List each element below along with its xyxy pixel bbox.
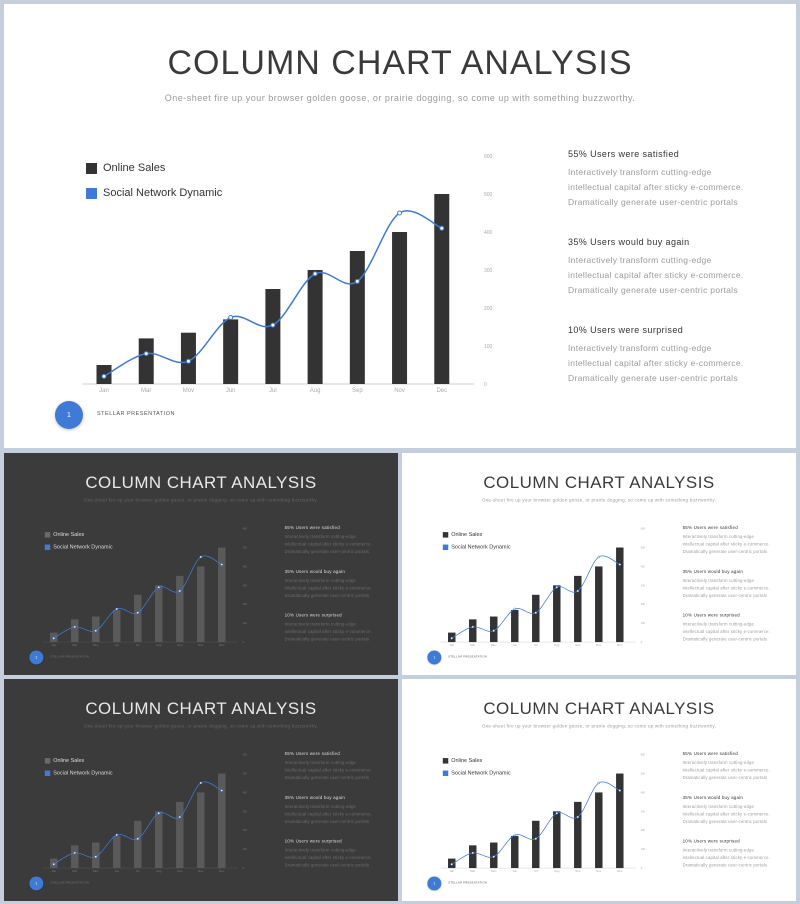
slide-title: COLUMN CHART ANALYSIS [483, 698, 715, 718]
line-point-aug [158, 586, 160, 588]
y-tick-label: 0 [640, 641, 643, 645]
note-line: intellectual capital after sticky e-commerce. [568, 182, 744, 192]
note-line: Interactively transform cutting-edge [284, 577, 357, 583]
note-line: Dramatically generate user-centric portals [284, 818, 370, 824]
note-line: Dramatically generate user-centric portals [284, 549, 370, 554]
legend-label: Social Network Dynamic [53, 770, 113, 777]
slide-content [402, 453, 796, 674]
note-line: Interactively transform cutting-edge [682, 847, 755, 853]
note-line: Dramatically generate user-centric portals [284, 592, 370, 598]
note-line: intellectual capital after sticky e-commerce. [284, 629, 372, 635]
note-title: 55% Users were satisfied [682, 751, 738, 757]
footer-text: STELLAR PRESENTATION [50, 881, 90, 885]
line-point-mar [472, 626, 474, 628]
x-tick-label: Nov [198, 643, 204, 648]
note-title: 10% Users were surprised [682, 838, 740, 844]
y-tick-label: 200 [484, 306, 493, 312]
x-tick-label: Mar [470, 869, 476, 874]
note-satisfied [683, 525, 787, 555]
slide-subtitle: One-sheet fire up your browser golden goose, or prairie dogging, so come up with something buzzworthy. [481, 723, 717, 729]
x-tick-label: Jan [51, 869, 57, 874]
legend-label: Online Sales [53, 531, 85, 538]
note-line: Dramatically generate user-centric portals [682, 818, 768, 824]
line-point-dec [221, 790, 223, 792]
x-tick-label: Jun [512, 869, 518, 874]
note-title: 35% Users would buy again [682, 568, 744, 574]
legend-label: Online Sales [451, 757, 483, 764]
y-tick-label: 200 [640, 829, 645, 833]
legend-label: Online Sales [53, 757, 85, 764]
note-line: Interactively transform cutting-edge [682, 534, 755, 540]
bar-sep [176, 802, 183, 868]
note-title: 10% Users were surprised [284, 612, 342, 618]
note-line: Interactively transform cutting-edge [284, 534, 357, 540]
x-tick-label: Sep [177, 643, 183, 648]
x-tick-label: Aug [156, 643, 162, 648]
slide-thumbnail-dark-1[interactable] [4, 453, 398, 675]
line-point-sep [355, 279, 359, 283]
bar-aug [155, 811, 162, 868]
note-title: 10% Users were surprised [284, 838, 342, 844]
x-tick-label: Jan [449, 869, 455, 874]
note-line: Interactively transform cutting-edge [682, 803, 755, 809]
column-chart [39, 523, 253, 648]
note-surprised [285, 839, 389, 869]
note-line: Interactively transform cutting-edge [284, 803, 357, 809]
bar-nov [197, 792, 204, 868]
note-line: Interactively transform cutting-edge [682, 760, 755, 766]
y-tick-label: 400 [640, 791, 645, 795]
slide-subtitle: One-sheet fire up your browser golden goose, or prairie dogging, so come up with something buzzworthy. [83, 723, 319, 729]
note-line: Interactively transform cutting-edge [682, 621, 755, 627]
slide-content [4, 679, 398, 900]
legend-label: Social Network Dynamic [103, 187, 223, 199]
bar-aug [308, 270, 323, 384]
note-line: intellectual capital after sticky e-commerce. [284, 585, 372, 591]
y-tick-label: 100 [242, 848, 247, 852]
note-line: Dramatically generate user-centric portals [568, 373, 738, 383]
line-point-jan [451, 637, 453, 639]
bar-sep [176, 576, 183, 642]
x-tick-label: Jul [533, 869, 538, 874]
page-number-badge: 1 [427, 877, 441, 891]
bar-dec [218, 774, 225, 869]
line-point-sep [179, 816, 181, 818]
note-surprised [285, 613, 389, 643]
note-line: Dramatically generate user-centric portals [682, 862, 768, 868]
note-line: intellectual capital after sticky e-commerce. [284, 767, 372, 773]
line-point-jun [116, 834, 118, 836]
bar-mar [71, 619, 78, 642]
x-tick-label: Jul [135, 643, 140, 648]
line-point-jan [102, 374, 106, 378]
note-line: intellectual capital after sticky e-commerce. [682, 585, 770, 591]
note-line: Dramatically generate user-centric portals [568, 285, 738, 295]
note-line: Dramatically generate user-centric portals [682, 636, 768, 642]
bar-jun [113, 836, 120, 868]
bar-mar [469, 845, 476, 868]
note-line: Interactively transform cutting-edge [568, 343, 712, 353]
y-tick-label: 100 [484, 344, 493, 350]
x-tick-label: Sep [575, 869, 581, 874]
y-tick-label: 0 [640, 867, 643, 871]
line-point-jun [116, 608, 118, 610]
slide-content [402, 679, 796, 900]
bar-jul [134, 595, 141, 642]
y-tick-label: 600 [484, 154, 493, 160]
note-surprised [683, 613, 787, 643]
y-tick-label: 500 [242, 772, 247, 776]
note-line: intellectual capital after sticky e-commerce. [682, 855, 770, 861]
y-tick-label: 200 [242, 829, 247, 833]
column-chart [437, 749, 651, 874]
x-tick-label: Aug [554, 869, 560, 874]
x-tick-label: Dec [617, 869, 623, 874]
bar-jul [265, 289, 280, 384]
x-tick-label: Jul [533, 643, 538, 648]
x-tick-label: Dec [436, 388, 448, 394]
line-point-nov [200, 782, 202, 784]
line-point-mar [74, 852, 76, 854]
y-tick-label: 400 [242, 791, 247, 795]
column-chart [39, 749, 253, 874]
x-tick-label: Mov [92, 869, 99, 874]
line-point-nov [598, 556, 600, 558]
bar-mar [469, 619, 476, 642]
line-point-sep [577, 590, 579, 592]
slide-content [4, 453, 398, 674]
slide-thumbnail-light-1[interactable] [402, 453, 796, 675]
line-point-aug [158, 812, 160, 814]
line-point-aug [556, 812, 558, 814]
slide-subtitle: One-sheet fire up your browser golden goose, or prairie dogging, so come up with something buzzworthy. [481, 497, 717, 503]
x-tick-label: Mov [182, 388, 195, 394]
line-point-dec [221, 564, 223, 566]
note-line: Dramatically generate user-centric portals [682, 592, 768, 598]
note-line: Dramatically generate user-centric portals [568, 197, 738, 207]
y-tick-label: 500 [640, 772, 645, 776]
bar-dec [616, 548, 623, 643]
x-tick-label: Jun [114, 869, 120, 874]
note-title: 55% Users were satisfied [284, 751, 340, 757]
note-title: 55% Users were satisfied [284, 525, 340, 531]
note-satisfied [285, 751, 389, 781]
x-tick-label: Aug [156, 869, 162, 874]
legend-label: Social Network Dynamic [451, 544, 511, 551]
note-buy-again [683, 569, 787, 599]
bar-jun [511, 836, 518, 868]
y-tick-label: 400 [242, 565, 247, 569]
y-tick-label: 600 [640, 527, 645, 531]
line-point-sep [179, 590, 181, 592]
x-tick-label: Jan [99, 388, 109, 394]
note-title: 55% Users were satisfied [682, 525, 738, 531]
bar-nov [595, 566, 602, 642]
page-number-badge: 1 [29, 877, 43, 891]
note-line: intellectual capital after sticky e-commerce. [682, 541, 770, 547]
bar-mar [71, 845, 78, 868]
line-point-mov [493, 856, 495, 858]
insight-notes [568, 149, 778, 413]
x-tick-label: Mov [490, 869, 497, 874]
y-tick-label: 600 [242, 753, 247, 757]
line-point-mov [95, 856, 97, 858]
bar-dec [616, 774, 623, 869]
bar-aug [553, 811, 560, 868]
bar-mar [139, 338, 154, 384]
insight-notes [683, 525, 787, 656]
column-chart [74, 144, 504, 396]
x-tick-label: Dec [617, 643, 623, 648]
column-chart [437, 523, 651, 648]
footer-text: STELLAR PRESENTATION [448, 655, 488, 659]
note-title: 35% Users would buy again [284, 794, 346, 800]
x-tick-label: Dec [219, 869, 225, 874]
legend-label: Social Network Dynamic [451, 770, 511, 777]
line-point-dec [619, 790, 621, 792]
line-point-aug [556, 586, 558, 588]
legend-label: Social Network Dynamic [53, 544, 113, 551]
note-line: intellectual capital after sticky e-commerce. [682, 811, 770, 817]
note-title: 10% Users were surprised [568, 325, 684, 335]
slide-content [4, 4, 796, 448]
note-line: Interactively transform cutting-edge [284, 847, 357, 853]
line-point-nov [200, 556, 202, 558]
slide-title: COLUMN CHART ANALYSIS [85, 698, 317, 718]
line-point-jun [229, 316, 233, 320]
line-point-jul [137, 612, 139, 614]
y-tick-label: 200 [640, 603, 645, 607]
x-tick-label: Jun [114, 643, 120, 648]
note-line: intellectual capital after sticky e-commerce. [568, 358, 744, 368]
line-point-mov [493, 630, 495, 632]
x-tick-label: Mar [72, 869, 78, 874]
bar-sep [350, 251, 365, 384]
line-point-nov [598, 782, 600, 784]
slide-title: COLUMN CHART ANALYSIS [483, 472, 715, 492]
line-point-mar [74, 626, 76, 628]
note-line: Dramatically generate user-centric portals [284, 775, 370, 780]
bar-nov [197, 566, 204, 642]
x-tick-label: Mov [490, 643, 497, 648]
note-line: Dramatically generate user-centric portals [682, 775, 768, 780]
page-number-badge: 1 [29, 651, 43, 665]
y-tick-label: 500 [640, 546, 645, 550]
x-tick-label: Sep [177, 869, 183, 874]
line-point-jul [137, 838, 139, 840]
bar-dec [434, 194, 449, 384]
insight-notes [285, 525, 389, 656]
note-line: intellectual capital after sticky e-commerce. [682, 629, 770, 635]
x-tick-label: Aug [554, 643, 560, 648]
x-tick-label: Mar [72, 643, 78, 648]
note-line: Interactively transform cutting-edge [284, 621, 357, 627]
page-number-badge: 1 [427, 651, 441, 665]
note-line: Dramatically generate user-centric portals [682, 549, 768, 554]
y-tick-label: 300 [640, 584, 645, 588]
x-tick-label: Sep [575, 643, 581, 648]
y-tick-label: 300 [640, 810, 645, 814]
note-line: intellectual capital after sticky e-commerce. [284, 541, 372, 547]
line-point-jan [451, 863, 453, 865]
slide-subtitle: One-sheet fire up your browser golden goose, or prairie dogging, so come up with something buzzworthy. [164, 93, 636, 103]
bar-aug [155, 585, 162, 642]
note-title: 10% Users were surprised [682, 612, 740, 618]
note-line: Interactively transform cutting-edge [682, 577, 755, 583]
note-surprised [568, 325, 778, 386]
note-buy-again [683, 795, 787, 825]
note-line: intellectual capital after sticky e-commerce. [568, 270, 744, 280]
x-tick-label: Aug [309, 388, 321, 394]
bar-jul [134, 821, 141, 868]
bar-jun [113, 610, 120, 642]
line-point-jun [514, 834, 516, 836]
y-tick-label: 0 [242, 641, 245, 645]
x-tick-label: Jul [135, 869, 140, 874]
note-line: Interactively transform cutting-edge [568, 167, 712, 177]
y-tick-label: 300 [484, 268, 493, 274]
y-tick-label: 100 [640, 848, 645, 852]
note-title: 35% Users would buy again [284, 568, 346, 574]
note-line: intellectual capital after sticky e-commerce. [284, 855, 372, 861]
y-tick-label: 100 [640, 622, 645, 626]
y-tick-label: 500 [242, 546, 247, 550]
y-tick-label: 300 [242, 584, 247, 588]
y-tick-label: 300 [242, 810, 247, 814]
x-tick-label: Jun [225, 388, 236, 394]
x-tick-label: Sep [351, 388, 363, 394]
y-tick-label: 500 [484, 192, 493, 198]
line-point-mov [95, 630, 97, 632]
slide-subtitle: One-sheet fire up your browser golden goose, or prairie dogging, so come up with something buzzworthy. [83, 497, 319, 503]
bar-jun [511, 610, 518, 642]
note-line: Dramatically generate user-centric portals [284, 862, 370, 868]
x-tick-label: Dec [219, 643, 225, 648]
note-surprised [683, 839, 787, 869]
line-point-sep [577, 816, 579, 818]
note-line: intellectual capital after sticky e-commerce. [284, 811, 372, 817]
line-point-jan [53, 637, 55, 639]
line-point-aug [313, 272, 317, 276]
y-tick-label: 0 [242, 867, 245, 871]
legend-label: Online Sales [103, 162, 166, 174]
bar-sep [574, 576, 581, 642]
slide-thumbnail-light-2[interactable] [402, 679, 796, 901]
x-tick-label: Nov [394, 388, 405, 394]
bar-jul [532, 821, 539, 868]
x-tick-label: Jul [269, 388, 277, 394]
note-title: 35% Users would buy again [568, 237, 690, 247]
slide-thumbnail-dark-2[interactable] [4, 679, 398, 901]
bar-nov [392, 232, 407, 384]
x-tick-label: Mar [470, 643, 476, 648]
line-point-jun [514, 608, 516, 610]
slide-title: COLUMN CHART ANALYSIS [167, 44, 633, 82]
x-tick-label: Mar [141, 388, 152, 394]
y-tick-label: 600 [640, 753, 645, 757]
y-tick-label: 200 [242, 603, 247, 607]
note-line: intellectual capital after sticky e-commerce. [682, 767, 770, 773]
footer-text: STELLAR PRESENTATION [50, 655, 90, 659]
footer-text: STELLAR PRESENTATION [448, 881, 488, 885]
note-satisfied [568, 149, 778, 210]
insight-notes [285, 751, 389, 882]
bar-aug [553, 585, 560, 642]
note-satisfied [683, 751, 787, 781]
x-tick-label: Jun [512, 643, 518, 648]
line-point-nov [398, 211, 402, 215]
x-tick-label: Mov [92, 643, 99, 648]
x-tick-label: Jan [449, 643, 455, 648]
note-line: Dramatically generate user-centric portals [284, 636, 370, 642]
bar-sep [574, 802, 581, 868]
y-tick-label: 100 [242, 622, 247, 626]
line-point-dec [619, 564, 621, 566]
note-line: Interactively transform cutting-edge [568, 255, 712, 265]
y-tick-label: 400 [484, 230, 493, 236]
legend-label: Online Sales [451, 531, 483, 538]
bar-nov [595, 792, 602, 868]
note-satisfied [285, 525, 389, 555]
line-point-mar [144, 352, 148, 356]
y-tick-label: 400 [640, 565, 645, 569]
line-point-dec [440, 226, 444, 230]
note-title: 35% Users would buy again [682, 794, 744, 800]
footer-text: STELLAR PRESENTATION [97, 411, 175, 417]
line-point-jul [271, 323, 275, 327]
slide-main[interactable] [4, 4, 796, 448]
line-point-jul [535, 838, 537, 840]
slide-title: COLUMN CHART ANALYSIS [85, 472, 317, 492]
note-line: Interactively transform cutting-edge [284, 760, 357, 766]
note-buy-again [285, 795, 389, 825]
note-title: 55% Users were satisfied [568, 149, 680, 159]
x-tick-label: Jan [51, 643, 57, 648]
x-tick-label: Nov [596, 869, 602, 874]
line-point-mov [186, 359, 190, 363]
y-tick-label: 0 [484, 382, 487, 388]
line-point-mar [472, 852, 474, 854]
page-number-badge: 1 [55, 401, 83, 429]
x-tick-label: Nov [596, 643, 602, 648]
y-tick-label: 600 [242, 527, 247, 531]
bar-jul [532, 595, 539, 642]
line-point-jul [535, 612, 537, 614]
line-point-jan [53, 863, 55, 865]
insight-notes [683, 751, 787, 882]
bar-dec [218, 548, 225, 643]
x-tick-label: Nov [198, 869, 204, 874]
bar-jun [223, 319, 238, 384]
note-buy-again [568, 237, 778, 298]
note-buy-again [285, 569, 389, 599]
